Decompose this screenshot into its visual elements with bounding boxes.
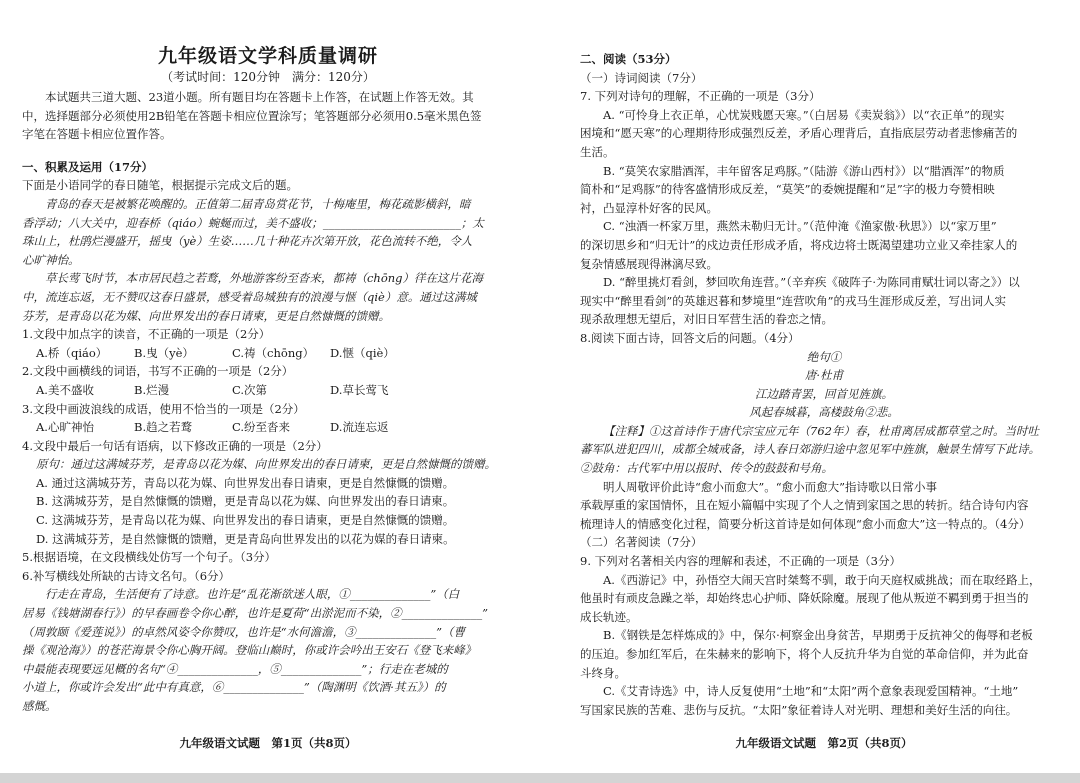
instruction-line: 本试题共三道大题、23道小题。所有题目均在答题卡上作答，在试题上作答无效。其: [45, 90, 474, 104]
option: A.桥（qiáo）: [36, 345, 108, 360]
section-heading: 二、阅读（53分）: [580, 52, 677, 66]
option: C.次第: [232, 382, 268, 397]
passage-line: 中，流连忘返，无不赞叹这春日盛景，感受着岛城独有的浪漫与惬（qiè）意。通过这满城: [22, 289, 477, 304]
page-1: [22, 0, 514, 783]
fill-line: 感慨。: [22, 699, 57, 713]
question-4-original: 原句：通过这满城芬芳，是青岛以花为媒、向世界发出的春日请柬，更是自然慷慨的馈赠。: [36, 457, 496, 472]
option-line: 他虽时有顽皮急躁之举，却始终忠心护师、降妖除魔。展现了他从叛逆不羁到勇于担当的: [580, 591, 1029, 606]
question-2: 2.文段中画横线的词语，书写不正确的一项是（2分）: [22, 364, 294, 379]
question-6: 6.补写横线处所缺的古诗文名句。（6分）: [22, 568, 231, 583]
note-line: 蕃军队进犯四川，成都全城戒备，诗人春日郊游归途中忽见军中旌旗，触景生情写下此诗。: [580, 442, 1040, 457]
option-line: 成长轨迹。: [580, 609, 638, 624]
page-footer: 九年级语文试题 第1页（共8页）: [179, 736, 357, 750]
option-line: A.《西游记》中，孙悟空大闹天宫时桀骜不驯，敢于向天庭权威挑战；而在取经路上，: [603, 572, 1041, 587]
option-line: D. “醉里挑灯看剑，梦回吹角连营。”（辛弃疾《破阵子·为陈同甫赋壮词以寄之》）以: [603, 275, 1020, 290]
option-line: B.《钢铁是怎样炼成的》中，保尔·柯察金出身贫苦，早期勇于反抗神父的侮辱和老板: [603, 628, 1033, 643]
option: D.草长莺飞: [330, 382, 389, 397]
subsection-heading: （二）名著阅读（7分）: [580, 535, 703, 550]
question-1: 1.文段中加点字的读音，不正确的一项是（2分）: [22, 327, 271, 342]
option-line: 困境和“愿天寒”的心理期待形成强烈反差，矛盾心理背后，直指底层劳动者悲惨痛苦的: [580, 126, 1018, 141]
question-7: 7. 下列对诗句的理解，不正确的一项是（3分）: [580, 89, 821, 104]
question-1-options: [22, 344, 514, 363]
page-2: [580, 0, 1068, 783]
question-8-text: 明人周敬评价此诗“愈小而愈大”。“愈小而愈大”指诗歌以日常小事: [603, 479, 938, 494]
option: C. 这满城芬芳，是青岛以花为媒、向世界发出的春日请柬，更是自然慷慨的馈赠。: [36, 513, 455, 528]
option-line: C.《艾青诗选》中，诗人反复使用“土地”和“太阳”两个意象表现爱国精神。“土地”: [603, 684, 1019, 699]
question-3: 3.文段中画波浪线的成语，使用不恰当的一项是（2分）: [22, 401, 305, 416]
question-3-options: [22, 418, 514, 437]
exam-subtitle: （考试时间：120分钟 满分：120分）: [161, 70, 375, 84]
option: A.心旷神怡: [36, 420, 94, 435]
fill-line: 居易《钱塘湖春行》）的早春画卷令你心醉，也许是夏荷“出淤泥而不染，②______________”: [22, 606, 489, 621]
question-9: 9. 下列对名著相关内容的理解和表述，不正确的一项是（3分）: [580, 554, 901, 569]
option: A.美不盛收: [36, 382, 94, 397]
subsection-heading: （一）诗词阅读（7分）: [580, 70, 703, 85]
option: A. 通过这满城芬芳，青岛以花为媒、向世界发出春日请柬，更是自然慷慨的馈赠。: [36, 475, 455, 490]
question-2-options: [22, 381, 514, 400]
poem-author: 唐·杜甫: [804, 368, 844, 383]
option-line: 写国家民族的苦难、悲伤与反抗。“太阳”象征着诗人对光明、理想和美好生活的向往。: [580, 702, 1018, 717]
passage-line: 珠山上，杜鹃烂漫盛开，摇曳（yè）生姿……几十种花卉次第开放，花色流转不绝，令人: [22, 234, 473, 249]
poem-title: 绝句①: [806, 349, 842, 364]
question-8-text: 梳理诗人的情感变化过程，简要分析这首诗是如何体现“愈小而愈大”这一特点的。（4分）: [580, 516, 1031, 531]
passage-line: 草长莺飞时节，本市居民趋之若鹜，外地游客纷至沓来，都祷（chōng）徉在这片花海: [45, 271, 484, 286]
option-line: 的深切思乡和“归无计”的戍边责任形成矛盾，将戍边将士既渴望建功立业又牵挂家人的: [580, 237, 1018, 252]
fill-line: 行走在青岛，生活便有了诗意。也许是“乱花渐欲迷人眼，①______________”（白: [45, 587, 460, 602]
passage-intro: 下面是小语同学的春日随笔，根据提示完成文后的题。: [22, 178, 298, 193]
fill-line: 中最能表现要远见概的名句“④______________，⑤______________”；行走在老城的: [22, 661, 448, 676]
passage-line: 香浮动；八大关中，迎春桥（qiáo）蜿蜒而过，美不盛收；________________________；太: [22, 215, 484, 230]
poem-line: 江边踏青罢，回首见旌旗。: [755, 386, 893, 401]
passage-line: 芬芳，是青岛以花为媒、向世界发出的春日请柬，更是自然慷慨的馈赠。: [22, 308, 390, 323]
page-footer: 九年级语文试题 第2页（共8页）: [735, 736, 913, 750]
option-line: 的压迫。参加红军后，在朱赫来的影响下，将个人反抗升华为自觉的革命信仰，并为此奋: [580, 647, 1029, 661]
option-line: 生活。: [580, 144, 615, 159]
question-8-text: 承载厚重的家国情怀，且在短小篇幅中实现了个人之情到家国之思的转折。结合诗句内容: [580, 498, 1029, 513]
note-line: 【注释】①这首诗作于唐代宗宝应元年（762年）春，杜甫离居成都草堂之时。当时吐: [603, 423, 1039, 438]
option-line: B. “莫笑农家腊酒浑，丰年留客足鸡豚。”（陆游《游山西村》）以“腊酒浑”的物质: [603, 163, 1005, 178]
option-line: 现实中“醉里看剑”的英雄迟暮和梦境里“连营吹角”的戎马生涯形成反差，写出词人实: [580, 293, 1007, 308]
section-heading: 一、积累及运用（17分）: [22, 159, 154, 174]
passage-line: 心旷神怡。: [22, 252, 80, 267]
scan-edge: [0, 773, 1080, 783]
fill-line: （周敦颐《爱莲说》）的卓然风姿令你赞叹，也许是“水何澹澹，③______________”（曹: [22, 624, 466, 639]
question-4: 4.文段中最后一句话有语病，以下修改正确的一项是（2分）: [22, 438, 328, 453]
exam-title: 九年级语文学科质量调研: [157, 45, 378, 67]
passage-line: 青岛的春天是被繁花唤醒的。正值第二届青岛赏花节，十梅庵里，梅花疏影横斜，暗: [45, 196, 471, 211]
fill-line: 操《观沧海》）的苍茫海景令你心胸开阔。登临山巅时，你或许会吟出王安石《登飞来峰》: [22, 643, 477, 658]
option: B.烂漫: [134, 382, 170, 397]
option-line: 现杀敌理想无望后，对旧日军营生活的眷恋之情。: [580, 312, 833, 327]
option: B. 这满城芬芳，是自然慷慨的馈赠，更是青岛以花为媒、向世界发出的春日请柬。: [36, 494, 455, 509]
option-line: A. “可怜身上衣正单，心忧炭贱愿天寒。”（白居易《卖炭翁》）以“衣正单”的现实: [603, 107, 1005, 122]
option: D. 这满城芬芳，是自然慷慨的馈赠，更是青岛向世界发出的以花为媒的春日请柬。: [36, 531, 455, 546]
instruction-line: 字笔在答题卡相应位置作答。: [22, 127, 172, 142]
option-line: C. “浊酒一杯家万里，燕然未勒归无计。”（范仲淹《渔家傲·秋思》）以“家万里”: [603, 219, 997, 234]
question-5: 5.根据语境，在文段横线处仿写一个句子。（3分）: [22, 550, 277, 565]
fill-line: 小道上，你或许会发出“此中有真意，⑥______________”（陶渊明《饮酒·其五》）的: [22, 680, 446, 695]
note-line: ②鼓角：古代军中用以报时、传令的鼓鼓和号角。: [580, 461, 833, 476]
option: C.祷（chōng）: [232, 345, 315, 360]
option: C.纷至沓来: [232, 420, 291, 435]
instruction-line: 中，选择题部分必须使用2B铅笔在答题卡相应位置涂写；笔答题部分必须用0.5毫米黑色签: [22, 108, 482, 123]
option: B.曳（yè）: [134, 345, 194, 360]
option-line: 复杂情感展现得淋漓尽致。: [580, 256, 718, 271]
option-line: 简朴和“足鸡豚”的待客盛情形成反差，“莫笑”的委婉提醒和“足”字的极力夸赞相映: [580, 182, 995, 197]
poem-line: 风起春城暮，高楼鼓角②悲。: [749, 405, 899, 420]
option: D.惬（qiè）: [330, 345, 395, 360]
option: D.流连忘返: [330, 420, 389, 435]
option-line: 斗终身。: [580, 665, 626, 680]
option-line: 衬，凸显淳朴好客的民风。: [580, 200, 718, 215]
option: B.趋之若鹜: [134, 420, 193, 435]
question-8: 8.阅读下面古诗，回答文后的问题。（4分）: [580, 330, 800, 345]
